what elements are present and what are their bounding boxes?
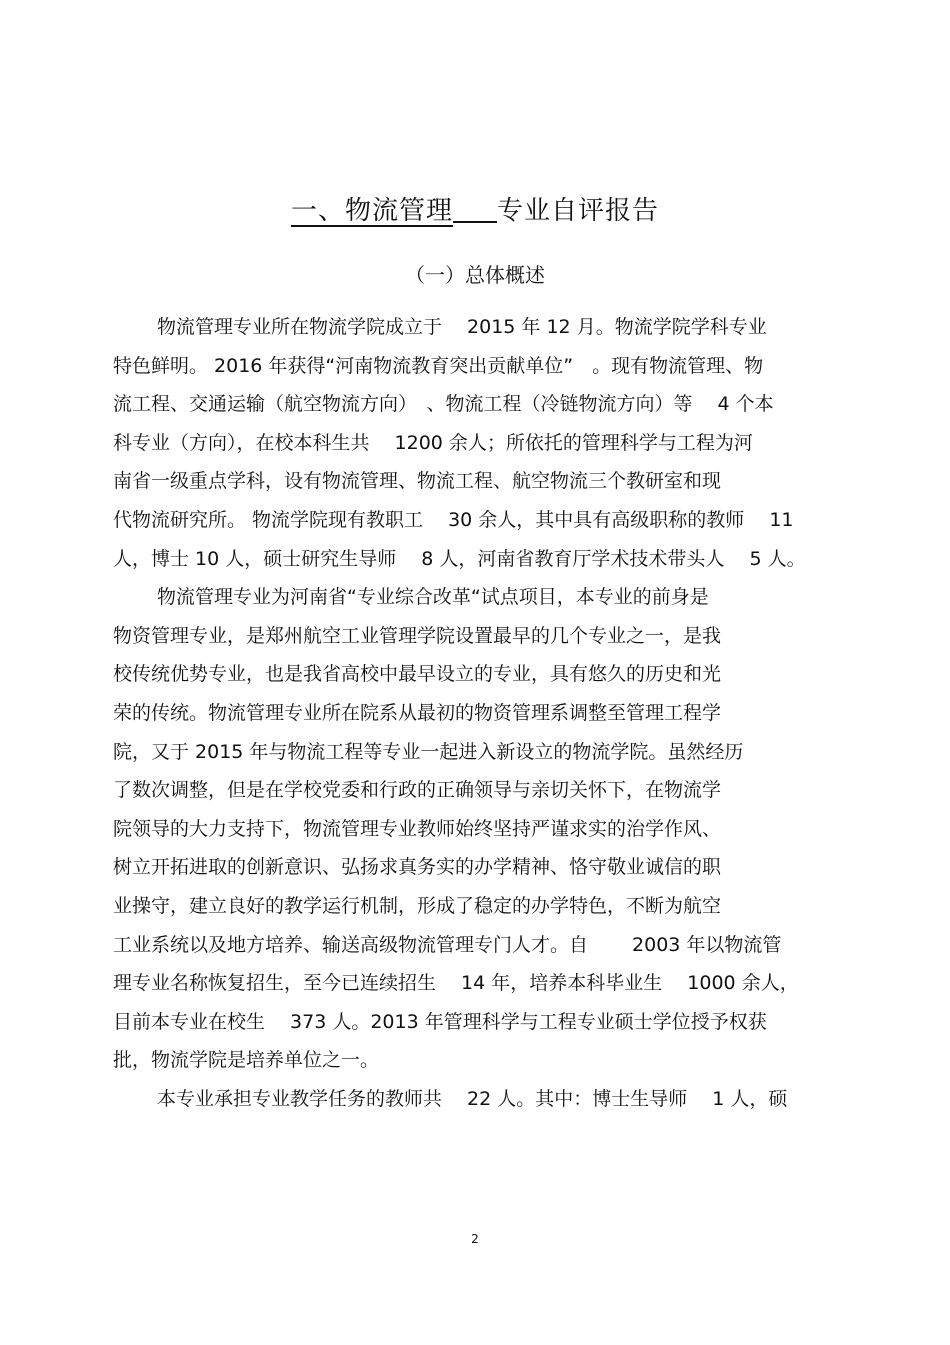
text-line: 代物流研究所。 物流学院现有教职工 30 余人，其中具有高级职称的教师 11 — [113, 508, 794, 531]
text-line: 院，又于 2015 年与物流工程等专业一起进入新设立的物流学院。虽然经历 — [113, 740, 744, 763]
text-line: 院领导的大力支持下，物流管理专业教师始终坚持严谨求实的治学作风、 — [113, 817, 722, 840]
body-text — [113, 308, 853, 1118]
text-line: 批，物流学院是培养单位之一。 — [113, 1049, 380, 1072]
text-line: 特色鲜明。 2016 年获得“河南物流教育突出贡献单位” 。现有物流管理、物 — [113, 354, 764, 377]
text-line: 本专业承担专业教学任务的教师共 22 人。其中：博士生导师 1 人，硕 — [157, 1087, 788, 1110]
text-line: 树立开拓进取的创新意识、弘扬求真务实的办学精神、恪守敬业诚信的职 — [113, 856, 722, 879]
text-line: 物流管理专业所在物流学院成立于 2015 年 12 月。物流学院学科专业 — [157, 316, 767, 338]
text-line: 人，博士 10 人，硕士研究生导师 8 人，河南省教育厅学术技术带头人 5 人。 — [113, 547, 806, 570]
text-line: 校传统优势专业，也是我省高校中最早设立的专业，具有悠久的历史和光 — [113, 663, 722, 686]
text-line: 荣的传统。物流管理专业所在院系从最初的物资管理系调整至管理工程学 — [113, 701, 722, 724]
text-line: 南省一级重点学科，设有物流管理、物流工程、航空物流三个教研室和现 — [113, 470, 722, 493]
text-line: 了数次调整，但是在学校党委和行政的正确领导与亲切关怀下，在物流学 — [113, 779, 722, 802]
section-heading: （一）总体概述 — [405, 263, 545, 287]
text-line: 科专业（方向），在校本科生共 1200 余人；所依托的管理科学与工程为河 — [113, 431, 753, 454]
report-title-major: 一、物流管理 — [290, 196, 453, 226]
text-line: 理专业名称恢复招生，至今已连续招生 14 年，培养本科毕业生 1000 余人， — [113, 972, 799, 995]
text-line: 物资管理专业，是郑州航空工业管理学院设置最早的几个专业之一，是我 — [113, 624, 722, 647]
text-line: 流工程、交通运输（航空物流方向） 、物流工程（冷链物流方向）等 4 个本 — [113, 393, 774, 416]
text-line: 工业系统以及地方培养、输送高级物流管理专门人才。自 2003 年以物流管 — [113, 933, 782, 956]
report-title — [0, 193, 950, 229]
title-blank-underline — [453, 193, 497, 223]
page-number: 2 — [471, 1232, 479, 1246]
text-line: 物流管理专业为河南省“专业综合改革“试点项目，本专业的前身是 — [157, 586, 709, 609]
text-line: 目前本专业在校生 373 人。2013 年管理科学与工程专业硕士学位授予权获 — [113, 1010, 767, 1033]
text-line: 业操守，建立良好的教学运行机制，形成了稳定的办学特色，不断为航空 — [113, 894, 722, 917]
report-title-suffix: 专业自评报告 — [497, 196, 660, 226]
